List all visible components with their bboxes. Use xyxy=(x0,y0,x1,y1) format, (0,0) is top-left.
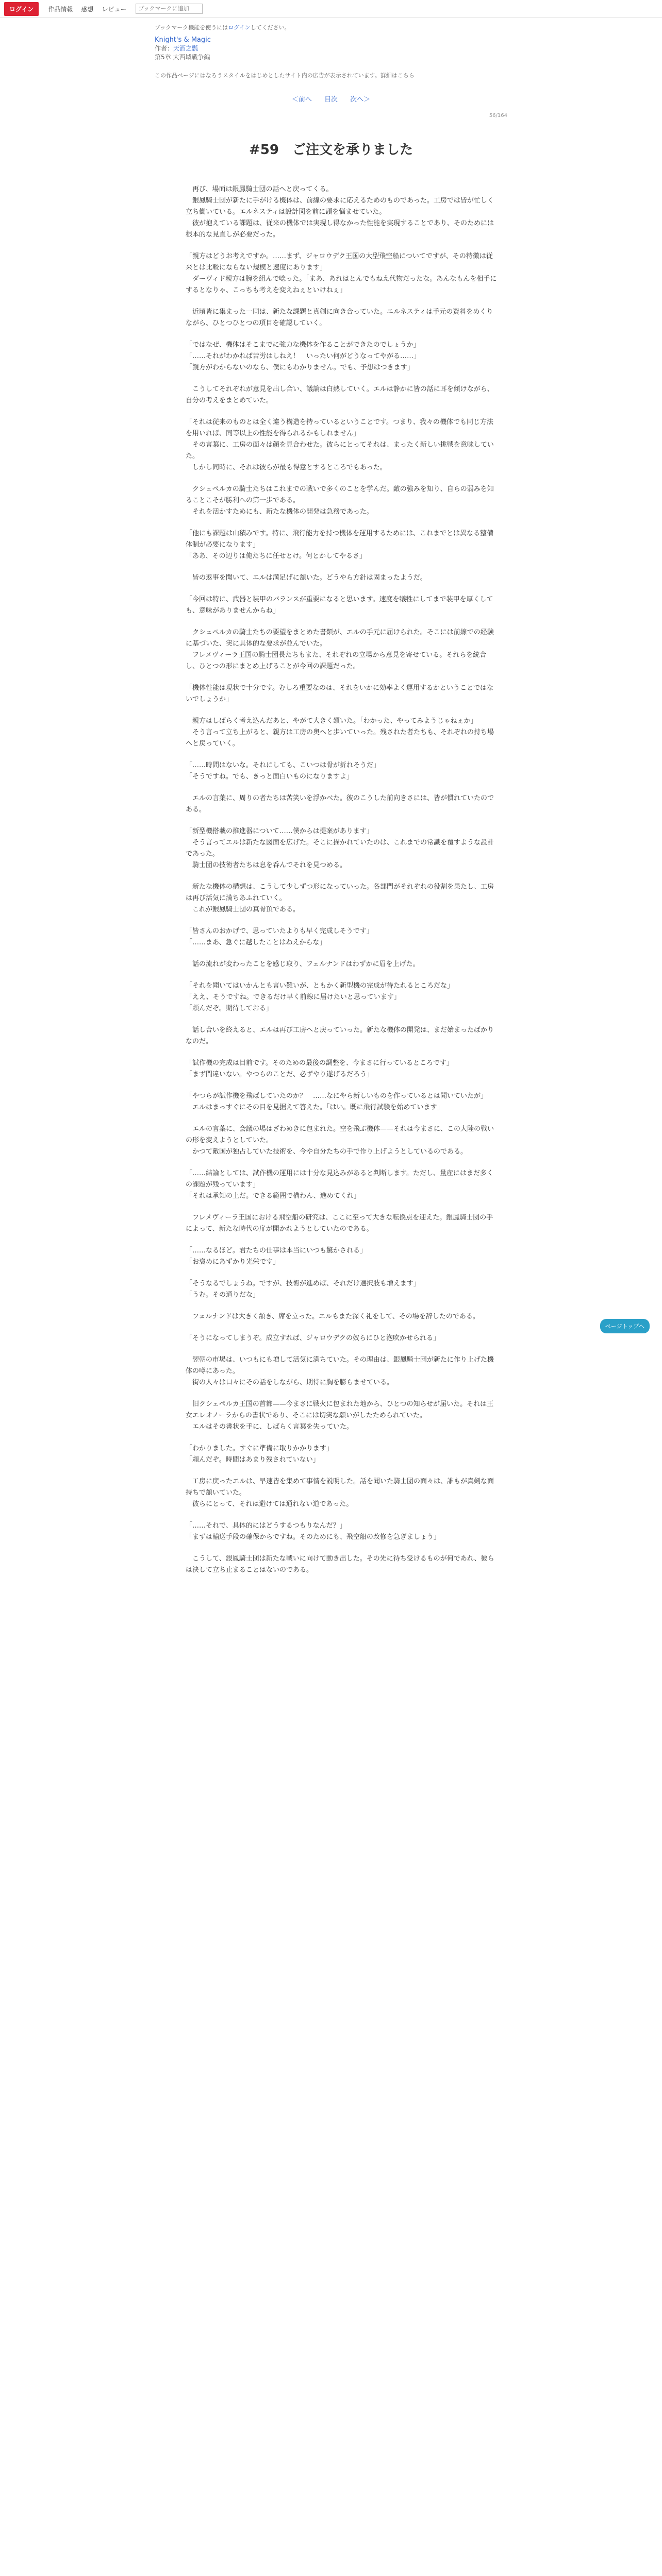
paragraph: フレメヴィーラ王国における飛空船の研究は、ここに至って大きな転換点を迎えた。銀鳳騎士団の手によって、新たな時代の扉が開かれようとしていたのである。 xyxy=(186,1214,493,1233)
paragraph: クシェペルカの騎士たちはこれまでの戦いで多くのことを学んだ。敵の強みを知り、自らの弱みを知ることこそが勝利への第一歩である。 それを活かすためにも、新たな機体の開発は急務であった。 xyxy=(186,485,494,516)
paragraph: 「皆さんのおかげで、思っていたよりも早く完成しそうです」 「……まあ、急ぐに越したことはねえからな」 xyxy=(186,927,373,946)
paragraph: 「そうなるでしょうね。ですが、技術が進めば、それだけ選択肢も増えます」 「うむ。その通りだな」 xyxy=(186,1280,420,1299)
paragraph: 「それを聞いてはいかんとも言い難いが、ともかく新型機の完成が待たれるところだな」 「ええ、そうですね。できるだけ早く前線に届けたいと思っています」 「頼んだぞ。期待しておる」 xyxy=(186,982,454,1012)
paragraph: 「今回は特に、武器と装甲のバランスが重要になると思います。速度を犠牲にしてまで装甲を厚くしても、意味がありませんからね」 xyxy=(186,596,493,615)
paragraph: 再び、場面は銀鳳騎士団の話へと戻ってくる。 銀鳳騎士団が新たに手がける機体は、前線の要求に応えるためのものであった。工房では皆が忙しく立ち働いている。エルネスティは設計図を前に頭を悩ませていた。 彼が抱えている課題は、従来の機体では実現し得なかった性能を実現することであり、そのためには根本的な見直しが必要だった。 xyxy=(186,185,494,239)
chapter-body xyxy=(0,184,662,1576)
paragraph: 「親方はどうお考えですか。……まず、ジャロウデク王国の大型飛空船についてですが、その特徴は従来とは比較にならない規模と速度にあります」 ダーヴィド親方は腕を組んで唸った。「まあ、あれはとんでもねえ代物だったな。あんなもんを相手にするとなりゃ、こっちも考えを変えねぇといけねぇ」 xyxy=(186,252,497,294)
chapter-title: #59 ご注文を承りました xyxy=(249,142,413,158)
notice-suffix: してください。 xyxy=(250,24,290,31)
paragraph: 親方はしばらく考え込んだあと、やがて大きく頷いた。「わかった、やってみようじゃねぇか」 そう言って立ち上がると、親方は工房の奥へと歩いていった。残された者たちも、それぞれの持ち場へと戻っていく。 xyxy=(186,717,494,748)
author-name[interactable]: 天酒之瓢 xyxy=(173,45,198,52)
paragraph: 「……なるほど。君たちの仕事は本当にいつも驚かされる」 「お褒めにあずかり光栄です」 xyxy=(186,1247,367,1266)
paragraph: こうしてそれぞれが意見を出し合い、議論は白熱していく。エルは静かに皆の話に耳を傾けながら、自分の考えをまとめていた。 xyxy=(186,385,494,404)
paragraph: 新たな機体の構想は、こうして少しずつ形になっていった。各部門がそれぞれの役割を果たし、工房は再び活気に満ちあふれていく。 これが銀鳳騎士団の真骨頂である。 xyxy=(186,883,494,913)
paragraph: 旧クシェペルカ王国の首都——今まさに戦火に包まれた地から、ひとつの知らせが届いた。それは王女エレオノーラからの書状であり、そこには切実な願いがしたためられていた。 エルはその書状を手に、しばらく言葉を失っていた。 xyxy=(186,1400,494,1431)
chapter-meta: 第5章 大西域戦争編 xyxy=(155,54,210,61)
ad-notice: この作品ページにはなろうスタイルをはじめとしたサイト内の広告が表示されています。詳細はこちら xyxy=(155,72,415,79)
paragraph: 「わかりました。すぐに準備に取りかかります」 「頼んだぞ。時間はあまり残されていない」 xyxy=(186,1445,334,1464)
pager xyxy=(0,94,662,104)
paragraph: 「……時間はないな。それにしても、こいつは骨が折れそうだ」 「そうですね。でも、きっと面白いものになりますよ」 xyxy=(186,761,380,781)
paragraph: 「他にも課題は山積みです。特に、飛行能力を持つ機体を運用するためには、これまでとは異なる整備体制が必要になります」 「ああ、その辺りは俺たちに任せとけ。何とかしてやるさ」 xyxy=(186,530,493,560)
bookmark-input[interactable] xyxy=(136,4,203,14)
page-top-button[interactable]: ページトップへ xyxy=(600,1319,650,1333)
top-bar xyxy=(0,0,662,18)
paragraph: 「やつらが試作機を飛ばしていたのか？ ……なにやら新しいものを作っているとは聞いていたが」 エルはまっすぐにその目を見据えて答えた。「はい。既に飛行試験を始めています」 xyxy=(186,1092,488,1111)
notice-prefix: ブックマーク機能を使うには xyxy=(155,24,228,31)
nav-item-reviews[interactable]: 感想 xyxy=(81,5,94,13)
login-link[interactable]: ログイン xyxy=(228,24,251,31)
paragraph: 「そうになってしまうぞ。成立すれば、ジャロウデクの奴らにひと泡吹かせられる」 xyxy=(186,1334,440,1342)
paragraph: フェルナンドは大きく頷き、席を立った。エルもまた深く礼をして、その場を辞したのである。 xyxy=(186,1313,479,1320)
next-link[interactable]: 次へ＞ xyxy=(350,96,371,104)
nav-item-info[interactable]: 作品情報 xyxy=(48,5,73,13)
paragraph: 皆の返事を聞いて、エルは満足げに頷いた。どうやら方針は固まったようだ。 xyxy=(186,574,427,582)
paragraph: 「それは従来のものとは全く違う構造を持っているということです。つまり、我々の機体でも同じ方法を用いれば、同等以上の性能を得られるかもしれません」 その言葉に、工房の面々は顔を見合わせた。彼らにとってそれは、まったく新しい挑戦を意味していた。 しかし同時に、それは彼らが最も得意とするところでもあった。 xyxy=(186,418,494,471)
login-notice xyxy=(0,18,662,31)
author-line xyxy=(155,44,507,53)
paragraph: 話し合いを終えると、エルは再び工房へと戻っていった。新たな機体の開発は、まだ始まったばかりなのだ。 xyxy=(186,1026,494,1045)
paragraph: 「試作機の完成は目前です。そのための最後の調整を、今まさに行っているところです」 「まず間違いない。やつらのことだ、必ずやり遂げるだろう」 xyxy=(186,1059,453,1078)
top-nav xyxy=(48,5,126,13)
paragraph: エルの言葉に、周りの者たちは苦笑いを浮かべた。彼のこうした前向きさには、皆が慣れていたのである。 xyxy=(186,794,494,814)
paragraph: 工房に戻ったエルは、早速皆を集めて事情を説明した。話を聞いた騎士団の面々は、誰もが真剣な面持ちで頷いていた。 彼らにとって、それは避けては通れない道であった。 xyxy=(186,1478,494,1508)
author-label: 作者： xyxy=(155,45,174,52)
paragraph: 「ではなぜ、機体はそこまでに強力な機体を作ることができたのでしょうか」 「……それがわかれば苦労はしねえ！ いったい何がどうなってやがる……」 「親方がわからないのなら、僕にもわかりません。でも、予想はつきます」 xyxy=(186,341,421,371)
index-link[interactable]: 目次 xyxy=(324,96,338,104)
page-counter: 56/164 xyxy=(489,113,507,118)
novel-header xyxy=(0,31,662,66)
paragraph: 近頃皆に集まった一同は、新たな課題と真剣に向き合っていた。エルネスティは手元の資料をめくりながら、ひとつひとつの項目を確認していく。 xyxy=(186,308,493,327)
paragraph: 翌朝の市場は、いつもにも増して活気に満ちていた。その理由は、銀鳳騎士団が新たに作り上げた機体の噂にあった。 街の人々は口々にその話をしながら、期待に胸を膨らませている。 xyxy=(186,1356,494,1386)
paragraph: こうして、銀鳳騎士団は新たな戦いに向けて動き出した。その先に待ち受けるものが何であれ、彼らは決して立ち止まることはないのである。 xyxy=(186,1555,494,1574)
paragraph: 「機体性能は現状で十分です。むしろ重要なのは、それをいかに効率よく運用するかということではないでしょうか」 xyxy=(186,684,493,703)
login-button[interactable]: ログイン xyxy=(4,2,39,16)
paragraph: 「……それで、具体的にはどうするつもりなんだ？」 「まずは輸送手段の確保からですね。そのためにも、飛空船の改修を急ぎましょう」 xyxy=(186,1522,440,1541)
nav-item-review[interactable]: レビュー xyxy=(102,5,127,13)
paragraph: 「……結論としては、試作機の運用には十分な見込みがあると判断します。ただし、量産にはまだ多くの課題が残っています」 「それは承知の上だ。できる範囲で構わん、進めてくれ」 xyxy=(186,1170,493,1200)
paragraph: エルの言葉に、会議の場はざわめきに包まれた。空を飛ぶ機体——それは今まさに、この大陸の戦いの形を変えようとしていた。 かつて敵国が独占していた技術を、今や自分たちの手で作り上げようとしているのである。 xyxy=(186,1125,494,1156)
prev-link[interactable]: ＜前へ xyxy=(291,96,312,104)
series-title[interactable]: Knight's & Magic xyxy=(155,36,211,44)
paragraph: 「新型機搭載の推進器について……僕からは提案があります」 そう言ってエルは新たな図面を広げた。そこに描かれていたのは、これまでの常識を覆すような設計であった。 騎士団の技術者たちは息を呑んでそれを見つめる。 xyxy=(186,827,494,869)
paragraph: クシェペルカの騎士たちの要望をまとめた書類が、エルの手元に届けられた。そこには前線での経験に基づいた、実に具体的な要求が並んでいた。 フレメヴィーラ王国の騎士団長たちもまた、それぞれの立場から意見を寄せている。それらを統合し、ひとつの形にまとめ上げることが今回の課題だった。 xyxy=(186,629,494,670)
paragraph: 話の流れが変わったことを感じ取り、フェルナンドはわずかに眉を上げた。 xyxy=(186,960,420,968)
